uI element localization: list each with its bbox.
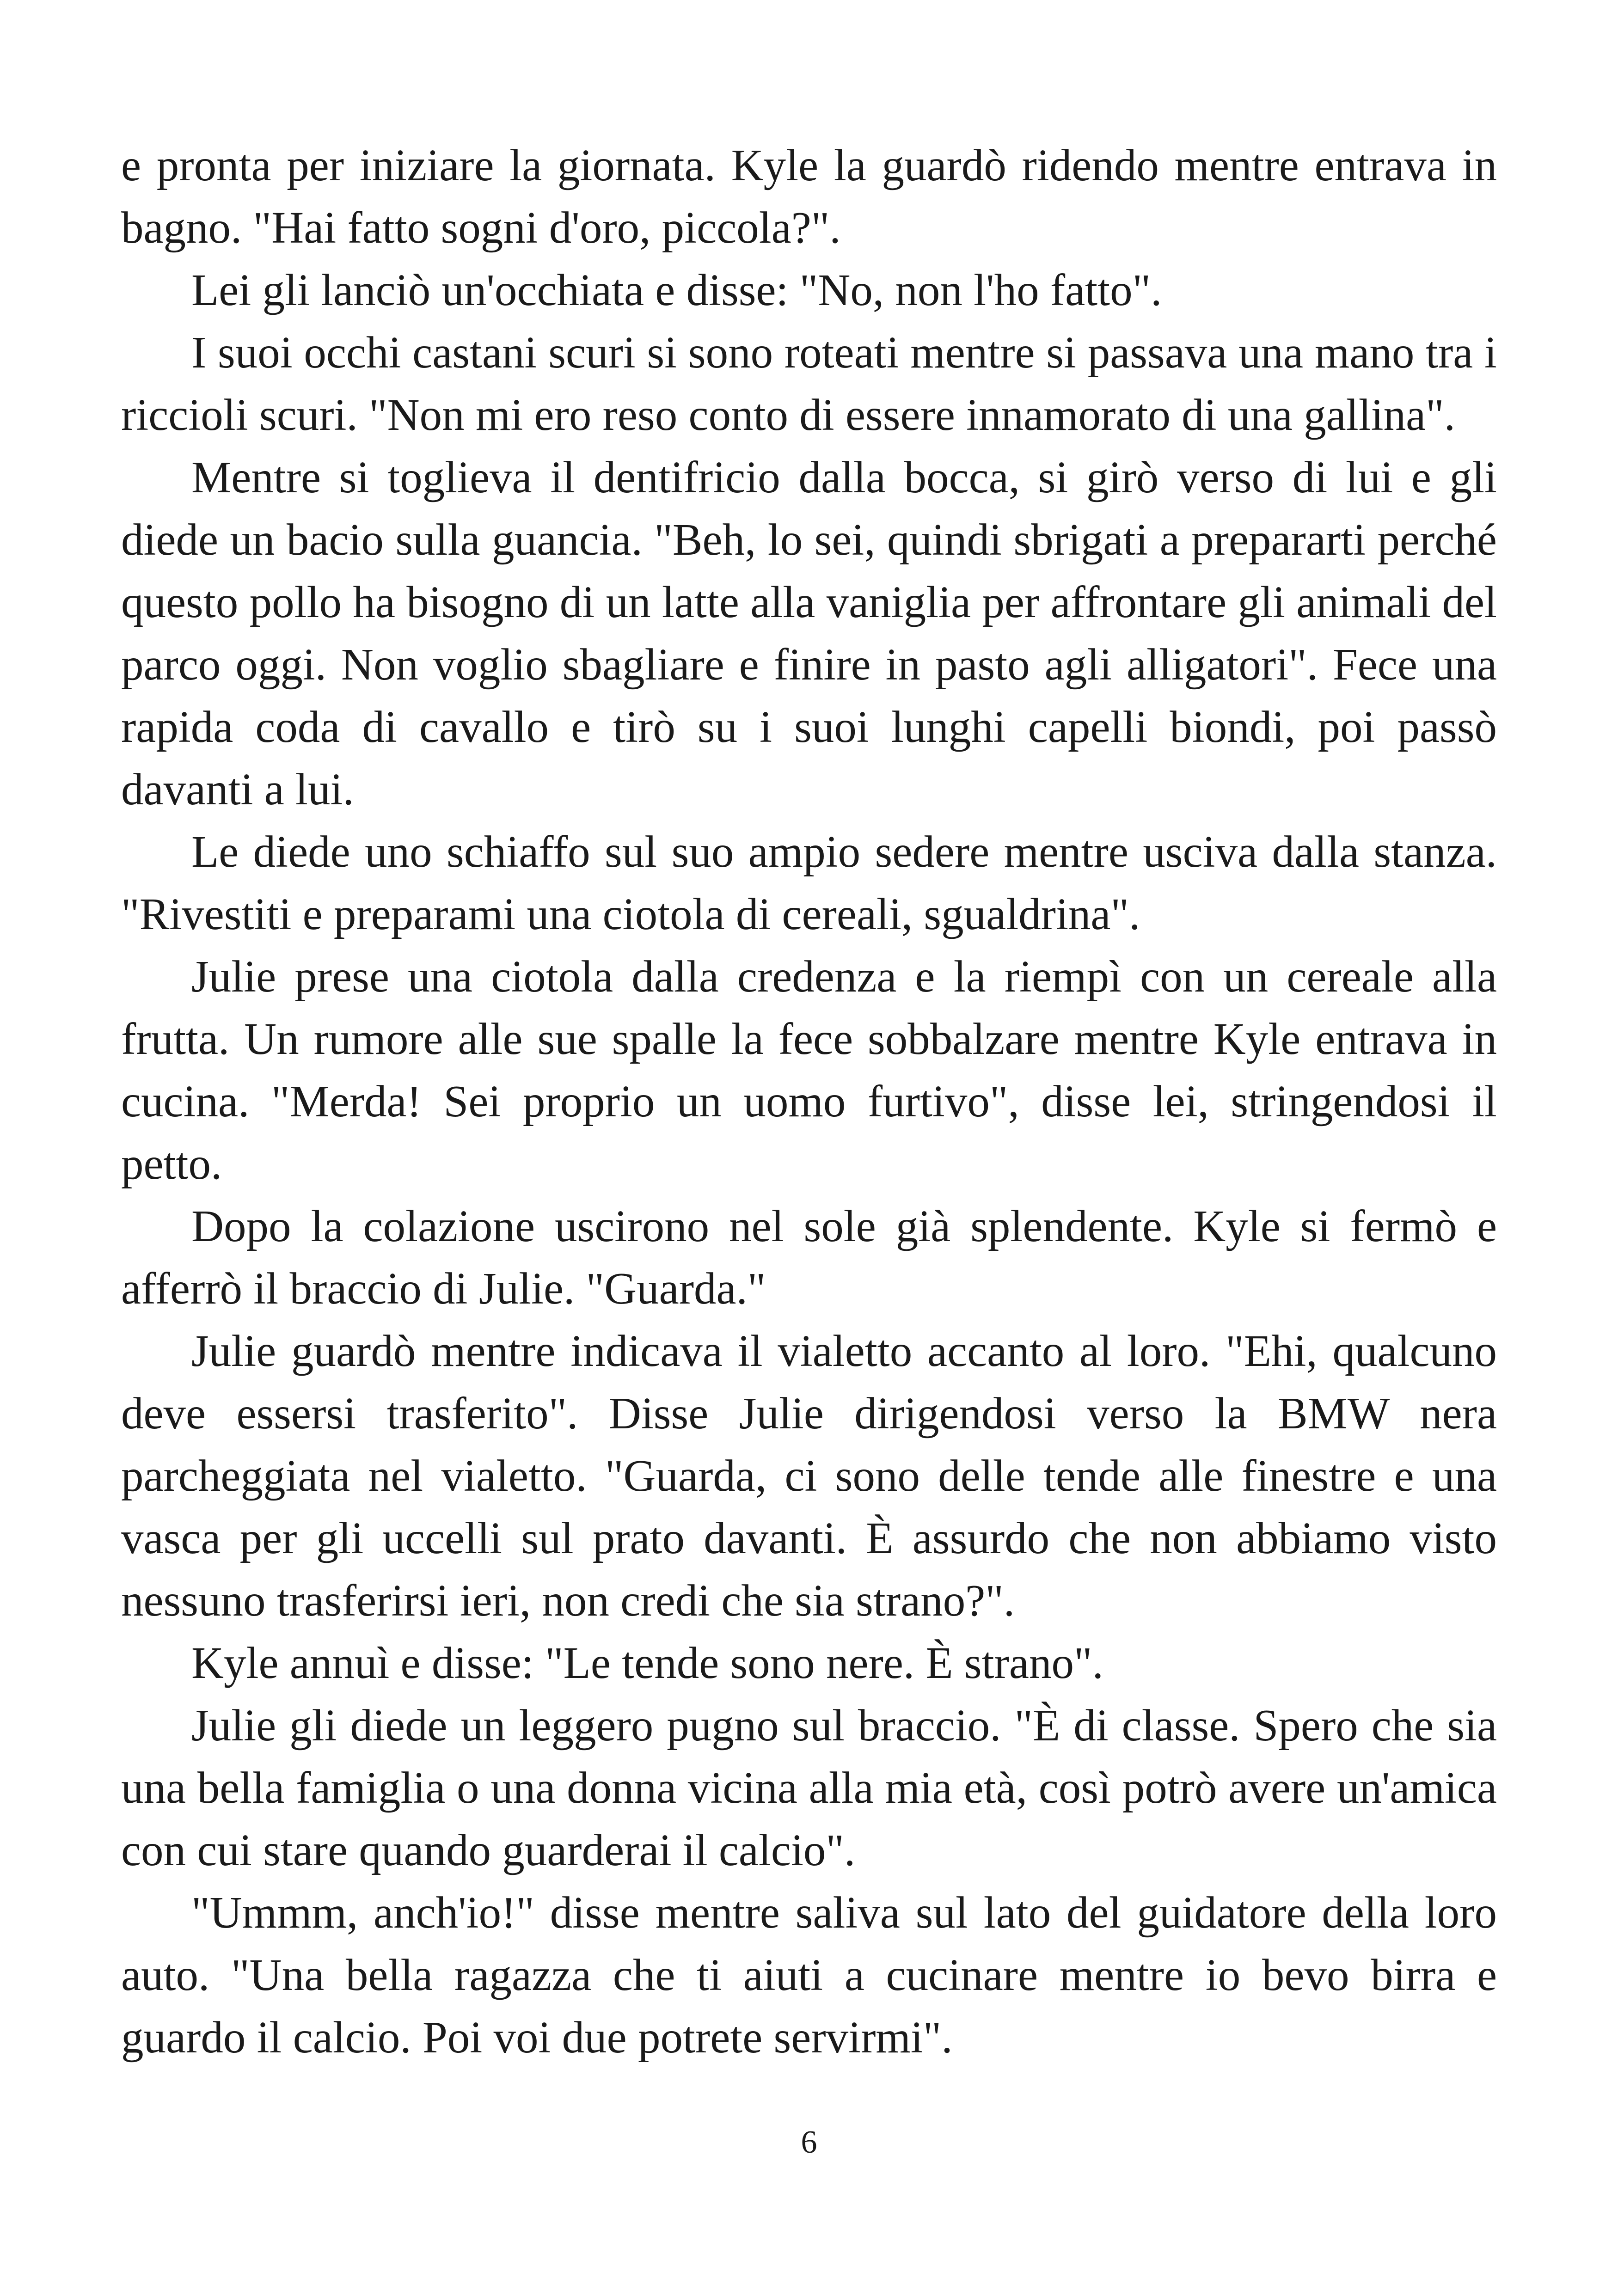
- paragraph: "Ummm, anch'io!" disse mentre saliva sul lato del guidatore della loro auto. "Una bella ragazza che ti aiuti a cucinare mentre io bevo birra e guardo il calcio. Poi voi due potrete servirmi".: [121, 1888, 1497, 2062]
- paragraph: Julie prese una ciotola dalla credenza e la riempì con un cereale alla frutta. Un rumore alle sue spalle la fece sobbalzare mentre Kyle entrava in cucina. "Merda! Sei proprio un uomo furtivo", disse lei, stringendosi il petto.: [121, 952, 1497, 1188]
- paragraph: Julie gli diede un leggero pugno sul braccio. "È di classe. Spero che sia una bella famiglia o una donna vicina alla mia età, così potrò avere un'amica con cui stare quando guarderai il calcio".: [121, 1701, 1497, 1875]
- paragraph: I suoi occhi castani scuri si sono roteati mentre si passava una mano tra i riccioli scuri. "Non mi ero reso conto di essere innamorato di una gallina".: [121, 328, 1497, 440]
- paragraph: Le diede uno schiaffo sul suo ampio sedere mentre usciva dalla stanza. "Rivestiti e preparami una ciotola di cereali, sgualdrina".: [121, 827, 1497, 939]
- paragraph: Lei gli lanciò un'occhiata e disse: "No, non l'ho fatto".: [191, 265, 1162, 315]
- paragraph: Julie guardò mentre indicava il vialetto accanto al loro. "Ehi, qualcuno deve essersi trasferito". Disse Julie dirigendosi verso la BMW nera parcheggiata nel vialetto. "Guarda, ci sono delle tende alle finestre e una vasca per gli uccelli sul prato davanti. È assurdo che non abbiamo visto nessuno trasferirsi ieri, non credi che sia strano?".: [121, 1326, 1497, 1625]
- paragraph: Kyle annuì e disse: "Le tende sono nere. È strano".: [191, 1638, 1103, 1688]
- page-number: 6: [801, 2125, 817, 2160]
- paragraph-continuation: e pronta per iniziare la giornata. Kyle la guardò ridendo mentre entrava in bagno. "Hai fatto sogni d'oro, piccola?".: [121, 141, 1497, 252]
- body-text: [121, 134, 1497, 2069]
- paragraph: Dopo la colazione uscirono nel sole già splendente. Kyle si fermò e afferrò il braccio di Julie. "Guarda.": [121, 1201, 1497, 1313]
- paragraph: Mentre si toglieva il dentifricio dalla bocca, si girò verso di lui e gli diede un bacio sulla guancia. "Beh, lo sei, quindi sbrigati a prepararti perché questo pollo ha bisogno di un latte alla vaniglia per affrontare gli animali del parco oggi. Non voglio sbagliare e finire in pasto agli alligatori". Fece una rapida coda di cavallo e tirò su i suoi lunghi capelli biondi, poi passò davanti a lui.: [121, 453, 1497, 814]
